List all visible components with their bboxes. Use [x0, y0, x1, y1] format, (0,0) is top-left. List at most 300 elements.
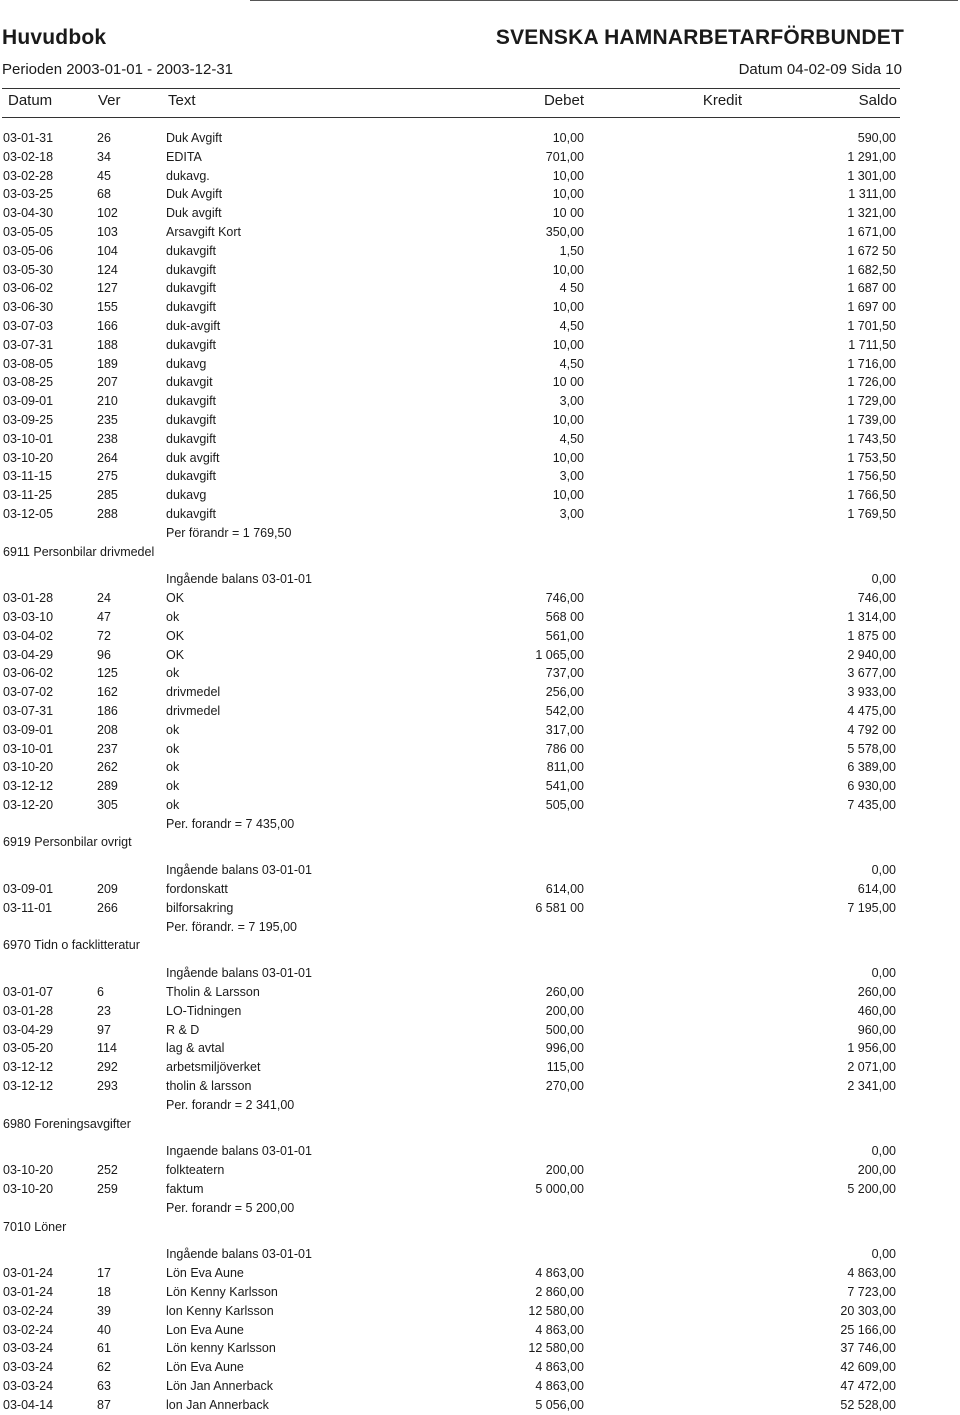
cell-saldo: 1 766,50 [847, 488, 896, 503]
opening-balance-text: Ingående balans 03-01-01 [166, 1247, 312, 1262]
table-row [0, 1377, 960, 1396]
cell-date: 03-04-30 [3, 206, 54, 221]
cell-text: drivmedel [166, 685, 221, 700]
cell-date: 03-01-24 [3, 1285, 54, 1300]
cell-debet: 4 863,00 [535, 1266, 584, 1281]
cell-date: 03-10-01 [3, 431, 54, 446]
cell-ver: 288 [97, 506, 118, 521]
cell-debet: 737,00 [545, 666, 584, 681]
table-row [0, 373, 960, 392]
cell-date: 03-03-24 [3, 1360, 54, 1375]
cell-text: ok [166, 760, 180, 775]
cell-ver: 188 [97, 337, 118, 352]
cell-ver: 275 [97, 469, 118, 484]
cell-text: dukavgift [166, 281, 217, 296]
cell-text: bilforsakring [166, 900, 234, 915]
cell-ver: 34 [97, 149, 111, 164]
cell-text: Lön Jan Annerback [166, 1379, 274, 1393]
cell-text: dukavgift [166, 431, 217, 446]
table-row [0, 1264, 960, 1283]
cell-ver: 17 [97, 1266, 111, 1281]
cell-ver: 47 [97, 609, 111, 624]
cell-date: 03-05-30 [3, 262, 54, 277]
cell-saldo: 3 677,00 [847, 666, 896, 681]
table-row [0, 411, 960, 430]
ledger-rows [0, 129, 960, 1415]
cell-saldo: 3 933,00 [847, 685, 896, 700]
cell-text: R & D [166, 1022, 200, 1037]
cell-saldo: 1 321,00 [847, 206, 896, 221]
period-change-row [0, 524, 960, 543]
opening-balance-saldo: 0,00 [871, 1144, 896, 1159]
cell-text: lon Jan Annerback [166, 1397, 269, 1412]
cell-date: 03-02-28 [3, 168, 54, 183]
cell-ver: 72 [97, 628, 111, 643]
column-header-text: Text [168, 92, 196, 109]
cell-text: lag & avtal [166, 1041, 225, 1056]
cell-ver: 18 [97, 1285, 111, 1300]
cell-date: 03-09-01 [3, 722, 54, 737]
cell-ver: 104 [97, 243, 118, 258]
table-row [0, 449, 960, 468]
cell-ver: 293 [97, 1079, 118, 1094]
cell-debet: 614,00 [545, 882, 584, 897]
cell-date: 03-10-20 [3, 1163, 54, 1178]
column-header-ver: Ver [98, 92, 121, 109]
cell-debet: 10,00 [552, 488, 584, 503]
cell-text: fordonskatt [166, 882, 228, 897]
cell-date: 03-01-31 [3, 131, 54, 145]
cell-saldo: 200,00 [857, 1163, 896, 1178]
cell-text: EDITA [166, 149, 202, 164]
account-heading-row [0, 1218, 960, 1237]
table-row [0, 1002, 960, 1021]
cell-saldo: 1 875 00 [847, 628, 896, 643]
table-row [0, 880, 960, 899]
cell-debet: 4 50 [559, 281, 584, 296]
cell-text: dukavgift [166, 243, 217, 258]
cell-saldo: 1 726,00 [847, 375, 896, 390]
cell-saldo: 2 071,00 [847, 1060, 896, 1075]
table-row [0, 167, 960, 186]
cell-date: 03-10-01 [3, 741, 54, 756]
cell-ver: 63 [97, 1379, 111, 1393]
cell-debet: 541,00 [545, 779, 584, 794]
cell-date: 03-01-24 [3, 1266, 54, 1281]
cell-debet: 200,00 [545, 1003, 584, 1018]
table-row [0, 702, 960, 721]
cell-debet: 10,00 [552, 187, 584, 202]
cell-saldo: 1 716,00 [847, 356, 896, 371]
cell-date: 03-07-02 [3, 685, 54, 700]
cell-text: duk-avgift [166, 318, 221, 333]
cell-ver: 266 [97, 900, 118, 915]
cell-ver: 305 [97, 797, 118, 812]
cell-ver: 62 [97, 1360, 111, 1375]
cell-debet: 4,50 [559, 356, 584, 371]
table-row [0, 392, 960, 411]
cell-text: arbetsmiljöverket [166, 1060, 261, 1075]
cell-text: lon Kenny Karlsson [166, 1303, 274, 1318]
cell-date: 03-08-05 [3, 356, 54, 371]
report-date-page: Datum 04-02-09 Sida 10 [738, 61, 902, 78]
cell-saldo: 1 311,00 [848, 187, 896, 202]
account-heading: 7010 Löner [3, 1219, 67, 1234]
table-row [0, 1358, 960, 1377]
cell-text: ok [166, 797, 180, 812]
cell-text: LO-Tidningen [166, 1003, 242, 1018]
account-heading-row [0, 833, 960, 852]
cell-debet: 12 580,00 [528, 1341, 584, 1356]
cell-text: faktum [166, 1182, 204, 1197]
cell-debet: 10 00 [552, 375, 584, 390]
cell-debet: 811,00 [546, 760, 584, 775]
table-row [0, 486, 960, 505]
cell-saldo: 4 792 00 [847, 722, 896, 737]
cell-saldo: 746,00 [857, 591, 896, 606]
table-row [0, 683, 960, 702]
row-spacer [0, 1236, 960, 1245]
cell-ver: 166 [97, 318, 118, 333]
cell-saldo: 2 940,00 [847, 647, 896, 662]
cell-ver: 189 [97, 356, 118, 371]
cell-saldo: 20 303,00 [840, 1303, 896, 1318]
cell-text: OK [166, 647, 185, 662]
cell-date: 03-12-12 [3, 1079, 54, 1094]
cell-saldo: 1 682,50 [847, 262, 896, 277]
opening-balance-row [0, 964, 960, 983]
cell-debet: 10,00 [552, 450, 584, 465]
table-row [0, 242, 960, 261]
account-heading: 6980 Foreningsavgifter [3, 1116, 131, 1131]
table-row [0, 608, 960, 627]
cell-date: 03-12-12 [3, 779, 54, 794]
cell-saldo: 1 739,00 [847, 412, 896, 427]
cell-ver: 127 [97, 281, 118, 296]
cell-date: 03-04-29 [3, 1022, 54, 1037]
cell-text: dukavg. [166, 168, 210, 183]
table-row [0, 317, 960, 336]
cell-saldo: 7 435,00 [847, 797, 896, 812]
cell-text: OK [166, 591, 185, 606]
cell-debet: 200,00 [545, 1163, 584, 1178]
cell-date: 03-06-30 [3, 300, 54, 315]
cell-date: 03-11-01 [3, 900, 53, 915]
cell-date: 03-09-25 [3, 412, 54, 427]
cell-saldo: 1 753,50 [847, 450, 896, 465]
table-row [0, 204, 960, 223]
cell-debet: 10,00 [552, 131, 584, 145]
cell-date: 03-07-03 [3, 318, 54, 333]
table-row [0, 129, 960, 148]
cell-ver: 40 [97, 1322, 111, 1337]
cell-text: dukavg [166, 488, 207, 503]
period-change-text: Per. förandr. = 7 195,00 [166, 919, 297, 934]
cell-ver: 208 [97, 722, 118, 737]
header-rule-bottom [2, 117, 900, 118]
table-row [0, 148, 960, 167]
opening-balance-row [0, 861, 960, 880]
report-period: Perioden 2003-01-01 - 2003-12-31 [2, 61, 233, 78]
table-row [0, 1077, 960, 1096]
cell-date: 03-12-12 [3, 1060, 54, 1075]
cell-text: OK [166, 628, 185, 643]
cell-ver: 162 [97, 685, 118, 700]
table-row [0, 983, 960, 1002]
cell-saldo: 52 528,00 [840, 1397, 896, 1412]
table-row [0, 1161, 960, 1180]
cell-text: dukavg [166, 356, 207, 371]
cell-debet: 1 065,00 [535, 647, 584, 662]
cell-date: 03-12-05 [3, 506, 54, 521]
cell-text: ok [166, 609, 180, 624]
cell-text: Duk avgift [166, 206, 222, 221]
table-row [0, 467, 960, 486]
cell-ver: 210 [97, 394, 118, 409]
cell-saldo: 37 746,00 [840, 1341, 896, 1356]
cell-date: 03-01-28 [3, 591, 54, 606]
opening-balance-saldo: 0,00 [871, 863, 896, 878]
cell-text: Lön Eva Aune [166, 1266, 244, 1281]
cell-date: 03-02-24 [3, 1322, 54, 1337]
opening-balance-row [0, 570, 960, 589]
cell-text: dukavgift [166, 300, 217, 315]
cell-debet: 3,00 [559, 506, 584, 521]
cell-text: dukavgit [166, 375, 213, 390]
cell-text: Tholin & Larsson [166, 985, 260, 1000]
period-change-text: Per. forandr = 7 435,00 [166, 816, 295, 831]
row-spacer [0, 1133, 960, 1142]
cell-date: 03-04-29 [3, 647, 54, 662]
cell-ver: 87 [97, 1397, 111, 1412]
cell-debet: 4 863,00 [535, 1379, 584, 1393]
cell-date: 03-09-01 [3, 882, 54, 897]
cell-debet: 3,00 [559, 469, 584, 484]
cell-ver: 292 [97, 1060, 118, 1075]
cell-debet: 5 000,00 [535, 1182, 584, 1197]
table-row [0, 627, 960, 646]
cell-saldo: 1 743,50 [847, 431, 896, 446]
cell-date: 03-04-02 [3, 628, 54, 643]
cell-text: dukavgift [166, 394, 217, 409]
cell-date: 03-06-02 [3, 281, 54, 296]
cell-debet: 505,00 [545, 797, 584, 812]
cell-saldo: 25 166,00 [840, 1322, 896, 1337]
cell-ver: 39 [97, 1303, 111, 1318]
cell-debet: 1,50 [559, 243, 584, 258]
cell-saldo: 1 956,00 [847, 1041, 896, 1056]
table-row [0, 740, 960, 759]
cell-ver: 96 [97, 647, 111, 662]
table-row [0, 796, 960, 815]
cell-debet: 2 860,00 [535, 1285, 584, 1300]
cell-ver: 264 [97, 450, 118, 465]
period-change-row [0, 918, 960, 937]
cell-saldo: 260,00 [857, 985, 896, 1000]
top-rule [250, 0, 958, 1]
cell-ver: 114 [97, 1041, 117, 1056]
cell-ver: 23 [97, 1003, 111, 1018]
cell-saldo: 1 729,00 [847, 394, 896, 409]
cell-saldo: 1 301,00 [847, 168, 896, 183]
cell-saldo: 5 578,00 [847, 741, 896, 756]
cell-debet: 561,00 [545, 628, 584, 643]
table-row [0, 777, 960, 796]
table-row [0, 1283, 960, 1302]
account-heading: 6919 Personbilar ovrigt [3, 835, 132, 850]
cell-ver: 125 [97, 666, 118, 681]
cell-date: 03-01-28 [3, 1003, 54, 1018]
cell-ver: 45 [97, 168, 111, 183]
cell-text: dukavgift [166, 412, 217, 427]
cell-ver: 97 [97, 1022, 111, 1037]
table-row [0, 1039, 960, 1058]
cell-saldo: 460,00 [857, 1003, 896, 1018]
cell-ver: 262 [97, 760, 118, 775]
cell-debet: 568 00 [545, 609, 584, 624]
cell-saldo: 1 672 50 [847, 243, 896, 258]
cell-debet: 256,00 [545, 685, 584, 700]
cell-ver: 207 [97, 375, 118, 390]
cell-debet: 4,50 [559, 431, 584, 446]
cell-text: folkteatern [166, 1163, 225, 1178]
cell-ver: 24 [97, 591, 111, 606]
cell-date: 03-03-25 [3, 187, 54, 202]
cell-saldo: 7 723,00 [847, 1285, 896, 1300]
cell-date: 03-07-31 [3, 337, 54, 352]
cell-saldo: 7 195,00 [847, 900, 896, 915]
cell-ver: 252 [97, 1163, 118, 1178]
table-row [0, 505, 960, 524]
cell-date: 03-02-24 [3, 1303, 54, 1318]
cell-date: 03-01-07 [3, 985, 54, 1000]
cell-text: dukavgift [166, 337, 217, 352]
opening-balance-text: Ingående balans 03-01-01 [166, 572, 312, 587]
table-row [0, 1302, 960, 1321]
cell-debet: 5 056,00 [535, 1397, 584, 1412]
cell-saldo: 6 930,00 [847, 779, 896, 794]
table-row [0, 185, 960, 204]
column-header-datum: Datum [8, 92, 53, 109]
cell-text: Lön Eva Aune [166, 1360, 244, 1375]
cell-debet: 115,00 [546, 1060, 584, 1075]
table-row [0, 589, 960, 608]
cell-date: 03-03-10 [3, 609, 54, 624]
cell-date: 03-05-20 [3, 1041, 54, 1056]
column-header-debet: Debet [543, 92, 584, 109]
cell-saldo: 1 701,50 [847, 318, 896, 333]
cell-saldo: 614,00 [857, 882, 896, 897]
opening-balance-saldo: 0,00 [871, 966, 896, 981]
opening-balance-saldo: 0,00 [871, 1247, 896, 1262]
cell-text: Lön kenny Karlsson [166, 1341, 276, 1356]
organization-name: SVENSKA HAMNARBETARFÖRBUNDET [495, 26, 904, 49]
cell-text: Duk Avgift [166, 131, 223, 145]
cell-ver: 155 [97, 300, 118, 315]
cell-debet: 6 581 00 [535, 900, 584, 915]
cell-debet: 317,00 [545, 722, 584, 737]
cell-debet: 542,00 [545, 703, 584, 718]
cell-debet: 746,00 [545, 591, 584, 606]
cell-text: Arsavgift Kort [166, 224, 242, 239]
cell-saldo: 1 756,50 [847, 469, 896, 484]
cell-debet: 10,00 [552, 262, 584, 277]
cell-ver: 26 [97, 131, 111, 145]
table-row [0, 1180, 960, 1199]
table-row [0, 279, 960, 298]
cell-debet: 10,00 [552, 168, 584, 183]
cell-date: 03-03-24 [3, 1341, 54, 1356]
cell-debet: 996,00 [545, 1041, 584, 1056]
cell-text: dukavgift [166, 506, 217, 521]
cell-date: 03-05-05 [3, 224, 54, 239]
table-row [0, 721, 960, 740]
cell-debet: 500,00 [545, 1022, 584, 1037]
cell-ver: 6 [97, 985, 104, 1000]
cell-saldo: 590,00 [857, 131, 896, 145]
table-row [0, 355, 960, 374]
cell-text: Lon Eva Aune [166, 1322, 244, 1337]
opening-balance-saldo: 0,00 [871, 572, 896, 587]
table-row [0, 1396, 960, 1415]
cell-text: ok [166, 666, 180, 681]
cell-date: 03-02-18 [3, 149, 54, 164]
cell-text: Duk Avgift [166, 187, 223, 202]
table-row [0, 1339, 960, 1358]
cell-text: ok [166, 722, 180, 737]
cell-date: 03-10-20 [3, 1182, 54, 1197]
cell-debet: 701,00 [545, 149, 584, 164]
cell-saldo: 960,00 [857, 1022, 896, 1037]
cell-ver: 259 [97, 1182, 118, 1197]
period-change-row [0, 1199, 960, 1218]
table-row [0, 1021, 960, 1040]
cell-debet: 4,50 [559, 318, 584, 333]
row-spacer [0, 561, 960, 570]
row-spacer [0, 852, 960, 861]
column-header-kredit: Kredit [702, 92, 742, 109]
cell-ver: 68 [97, 187, 111, 202]
cell-ver: 289 [97, 779, 118, 794]
cell-debet: 10,00 [552, 300, 584, 315]
cell-ver: 285 [97, 488, 118, 503]
table-row [0, 430, 960, 449]
table-row [0, 1321, 960, 1340]
table-row [0, 298, 960, 317]
cell-text: dukavgift [166, 262, 217, 277]
cell-date: 03-11-25 [3, 488, 53, 503]
cell-saldo: 1 687 00 [847, 281, 896, 296]
cell-text: Lön Kenny Karlsson [166, 1285, 278, 1300]
row-spacer [0, 955, 960, 964]
cell-debet: 12 580,00 [528, 1303, 584, 1318]
cell-ver: 103 [97, 224, 118, 239]
cell-date: 03-11-15 [3, 469, 53, 484]
cell-text: dukavgift [166, 469, 217, 484]
opening-balance-text: Ingående balans 03-01-01 [166, 863, 312, 878]
cell-date: 03-08-25 [3, 375, 54, 390]
account-heading-row [0, 543, 960, 562]
cell-debet: 260,00 [545, 985, 584, 1000]
column-header-saldo: Saldo [858, 92, 897, 109]
header-rule-top [2, 88, 900, 89]
cell-debet: 786 00 [545, 741, 584, 756]
opening-balance-text: Ingående balans 03-01-01 [166, 966, 312, 981]
cell-date: 03-03-24 [3, 1379, 54, 1393]
cell-ver: 186 [97, 703, 118, 718]
cell-debet: 3,00 [559, 394, 584, 409]
cell-saldo: 1 291,00 [847, 149, 896, 164]
